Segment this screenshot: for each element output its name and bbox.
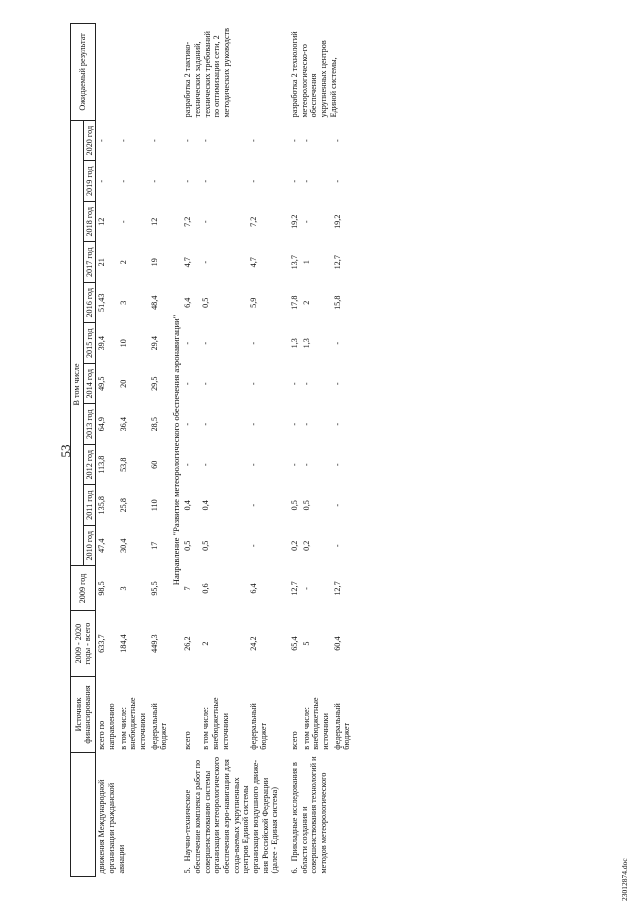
year-value-cell: -: [97, 139, 107, 143]
year-value-cell: -: [201, 220, 211, 224]
total-cell: 184,4: [118, 634, 128, 653]
source-cell: в том числе: внебюджетные источники: [118, 697, 148, 750]
year-value-cell: -: [289, 422, 299, 426]
item-name: [289, 753, 353, 877]
header-year-2019: 2019 год: [83, 161, 96, 202]
item-number: 5.: [183, 867, 193, 874]
year-value-cell: 15,8: [332, 295, 342, 310]
page-number: 53: [58, 444, 73, 458]
year-value-cell: 0,5: [301, 500, 311, 511]
header-year-2016: 2016 год: [83, 282, 96, 323]
table-row: [118, 24, 149, 877]
year-value-cell: -: [301, 220, 311, 224]
table-row: [149, 24, 170, 877]
header-year-2018: 2018 год: [83, 201, 96, 242]
year-value-cell: 0,5: [289, 500, 299, 511]
year-value-cell: -: [201, 260, 211, 264]
year-value-cell: 0,2: [289, 540, 299, 551]
table-header: [71, 24, 96, 877]
financing-table: [70, 23, 353, 877]
section-a-body: [96, 24, 170, 877]
year-value-cell: -: [97, 179, 107, 183]
item-5-body: [182, 24, 281, 877]
item-name: движения Международной организации гражданской авиации: [97, 779, 126, 874]
year-value-cell: 51,43: [97, 293, 107, 312]
table-row: [301, 24, 332, 877]
year-value-cell: -: [332, 341, 342, 345]
year-value-cell: 29,4: [149, 336, 159, 351]
year-value-cell: 7,2: [183, 216, 193, 227]
source-cell: федеральный бюджет: [149, 703, 169, 750]
header-year-2014: 2014 год: [83, 363, 96, 404]
year-value-cell: -: [183, 422, 193, 426]
source-cell: всего: [289, 731, 299, 750]
table-row: [200, 24, 248, 877]
spacer: [281, 24, 289, 877]
year-value-cell: 19,2: [289, 214, 299, 229]
source-cell: всего по направлению: [97, 703, 117, 750]
header-year-2010: 2010 год: [83, 525, 96, 566]
year-value-cell: 12: [149, 217, 159, 226]
year-value-cell: -: [201, 463, 211, 467]
year-value-cell: -: [149, 139, 159, 143]
header-year-2013: 2013 год: [83, 404, 96, 445]
year-value-cell: 12,7: [332, 255, 342, 270]
year-value-cell: 2: [301, 300, 311, 305]
year-value-cell: 4,7: [183, 257, 193, 268]
header-year-2009: 2009 год: [71, 566, 96, 611]
year-value-cell: 25,8: [118, 498, 128, 513]
year-value-cell: 17: [149, 541, 159, 550]
header-year-2020: 2020 год: [83, 120, 96, 161]
item-6-body: [289, 24, 353, 877]
year-value-cell: 60: [149, 460, 159, 469]
year-value-cell: -: [183, 382, 193, 386]
year-value-cell: -: [201, 179, 211, 183]
year-value-cell: -: [201, 422, 211, 426]
year-value-cell: -: [201, 139, 211, 143]
table-row: [96, 24, 118, 877]
year-value-cell: -: [118, 179, 128, 183]
year-value-cell: -: [118, 139, 128, 143]
total-cell: 26,2: [183, 636, 193, 651]
year-value-cell: 28,5: [149, 417, 159, 432]
year-value-cell: 0,5: [201, 297, 211, 308]
year-value-cell: -: [248, 544, 258, 548]
year-value-cell: -: [248, 463, 258, 467]
source-cell: в том числе: внебюджетные источники: [201, 697, 230, 750]
year-value-cell: -: [289, 382, 299, 386]
total-cell: 24,2: [248, 636, 258, 651]
year-value-cell: 1,3: [289, 338, 299, 349]
year-value-cell: 10: [118, 339, 128, 348]
year-value-cell: 113,8: [97, 455, 107, 474]
year-value-cell: -: [183, 139, 193, 143]
footer-doc-name: 23012874.doc: [620, 858, 629, 901]
item-name: [182, 753, 281, 877]
year-value-cell: 1: [301, 260, 311, 265]
year-value-cell: -: [332, 544, 342, 548]
expected-result: разработка 2 технологий метеорологическо-го обеспечения укрупненных центров Единой системы,: [289, 31, 338, 118]
year-value-cell: 0,4: [201, 500, 211, 511]
year-value-cell: 12,7: [332, 581, 342, 596]
year-value-cell: -: [332, 382, 342, 386]
year-value-cell: -: [248, 341, 258, 345]
header-source: Источник финансирования: [71, 676, 96, 753]
year-value-cell: 110: [149, 499, 159, 512]
year-value-cell: 98,5: [97, 581, 107, 596]
source-cell: федеральный бюджет: [332, 703, 352, 750]
year-value-cell: 5,9: [248, 297, 258, 308]
year-value-cell: 19: [149, 258, 159, 267]
year-value-cell: 49,5: [97, 376, 107, 391]
year-value-cell: 3: [118, 300, 128, 305]
expected-result: [96, 24, 170, 121]
year-value-cell: -: [301, 179, 311, 183]
header-year-2011: 2011 год: [83, 485, 96, 526]
year-value-cell: 53,8: [118, 457, 128, 472]
year-value-cell: 0,5: [201, 540, 211, 551]
year-value-cell: -: [289, 463, 299, 467]
year-value-cell: -: [301, 382, 311, 386]
year-value-cell: 30,4: [118, 538, 128, 553]
table-row: [248, 24, 281, 877]
header-year-2012: 2012 год: [83, 444, 96, 485]
year-value-cell: -: [332, 463, 342, 467]
year-value-cell: -: [301, 422, 311, 426]
year-value-cell: 6,4: [248, 583, 258, 594]
header-incl: В том числе: [71, 120, 84, 566]
year-value-cell: -: [183, 341, 193, 345]
year-value-cell: -: [183, 463, 193, 467]
year-value-cell: 1,3: [301, 338, 311, 349]
year-value-cell: 20: [118, 379, 128, 388]
year-value-cell: 95,5: [149, 581, 159, 596]
year-value-cell: 6,4: [183, 297, 193, 308]
total-cell: 633,7: [97, 634, 107, 653]
year-value-cell: -: [118, 220, 128, 224]
year-value-cell: -: [332, 422, 342, 426]
year-value-cell: 36,4: [118, 417, 128, 432]
year-value-cell: -: [248, 422, 258, 426]
item-name-text: Научно-техническое обеспечение комплекса работ по совершенствованию системы организации метеорологического обеспечения аэро-навигации для созда-ваемых укрупненных центров Единой системы организации воздушного движе-ния Российской Федерации (далее - Единая система): [183, 756, 280, 874]
year-value-cell: 0,2: [301, 540, 311, 551]
header-year-2015: 2015 год: [83, 323, 96, 364]
year-value-cell: -: [248, 179, 258, 183]
total-cell: 65,4: [289, 636, 299, 651]
year-value-cell: 12: [97, 217, 107, 226]
item-number: 6.: [289, 867, 299, 874]
year-value-cell: 17,8: [289, 295, 299, 310]
year-value-cell: -: [289, 179, 299, 183]
total-cell: 449,3: [149, 634, 159, 653]
header-name: [71, 753, 96, 877]
year-value-cell: 7,2: [248, 216, 258, 227]
item-name-text: Прикладные исследования в области создания и совершенствования технологий и методов метеорологического: [289, 756, 328, 874]
year-value-cell: 29,5: [149, 376, 159, 391]
direction-title: Направление "Развитие метеорологического обеспечения аэронавигации": [171, 314, 182, 586]
total-cell: 5: [301, 641, 311, 646]
year-value-cell: -: [332, 139, 342, 143]
year-value-cell: 64,9: [97, 417, 107, 432]
header-result: Ожидаемый результат: [71, 24, 96, 121]
header-year-2017: 2017 год: [83, 242, 96, 283]
total-cell: 2: [201, 641, 211, 646]
year-value-cell: 19,2: [332, 214, 342, 229]
year-value-cell: 0,4: [183, 500, 193, 511]
year-value-cell: 48,4: [149, 295, 159, 310]
year-value-cell: 0,5: [183, 540, 193, 551]
year-value-cell: -: [149, 179, 159, 183]
year-value-cell: -: [183, 179, 193, 183]
year-value-cell: -: [332, 503, 342, 507]
table-row: [332, 24, 353, 877]
year-value-cell: 0,6: [201, 583, 211, 594]
year-value-cell: -: [248, 382, 258, 386]
source-cell: федеральный бюджет: [248, 703, 268, 750]
year-value-cell: -: [201, 382, 211, 386]
year-value-cell: 4,7: [248, 257, 258, 268]
year-value-cell: -: [301, 587, 311, 590]
year-value-cell: -: [289, 139, 299, 143]
source-cell: всего: [183, 731, 193, 750]
year-value-cell: 3: [118, 586, 128, 591]
year-value-cell: 135,8: [97, 496, 107, 515]
total-cell: 60,4: [332, 636, 342, 651]
year-value-cell: -: [301, 463, 311, 467]
year-value-cell: -: [332, 179, 342, 183]
year-value-cell: 47,4: [97, 538, 107, 553]
year-value-cell: 39,4: [97, 336, 107, 351]
table-row: [289, 24, 301, 877]
year-value-cell: 21: [97, 258, 107, 267]
year-value-cell: 13,7: [289, 255, 299, 270]
year-value-cell: -: [248, 139, 258, 143]
year-value-cell: -: [248, 503, 258, 507]
year-value-cell: -: [301, 139, 311, 143]
source-cell: в том числе: внебюджетные источники: [301, 697, 330, 750]
year-value-cell: 2: [118, 260, 128, 265]
year-value-cell: 12,7: [289, 581, 299, 596]
table-row: [182, 24, 200, 877]
year-value-cell: -: [201, 341, 211, 345]
expected-result: разработка 2 тактико-технических заданий, технических требований по оптимизации сети, 2 методических руководств: [183, 27, 231, 118]
year-value-cell: 7: [183, 586, 193, 591]
header-total: 2009 - 2020 годы - всего: [71, 611, 96, 676]
direction-body: [170, 24, 182, 877]
